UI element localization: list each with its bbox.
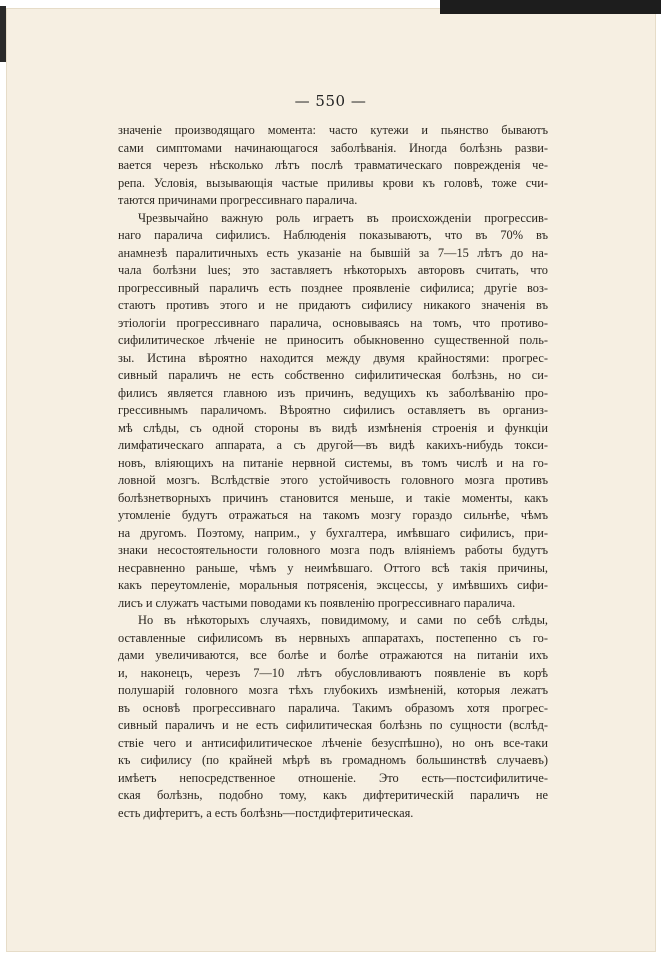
- text-line: лисъ и служатъ частыми поводами къ появленію прогрессивнаго паралича.: [118, 595, 516, 610]
- text-line: новъ, вліяющихъ на питаніе нервной системы, въ томъ числѣ и на го-: [118, 455, 548, 470]
- text-line: какъ переутомленіе, моральныя потрясенія, эксцессы, у имѣвшихъ сифи-: [118, 578, 548, 592]
- text-line: репа. Условія, вызывающія частые приливы крови къ головѣ, тоже счи-: [118, 175, 548, 190]
- text-line: знаки несостоятельности головного мозга подъ вліяніемъ работы будутъ: [118, 543, 548, 557]
- text-line: ловной мозгъ. Вслѣдствіе этого устойчивость головного мозга противъ: [118, 473, 548, 487]
- text-line: на другомъ. Поэтому, наприм., у бухгалтера, имѣвшаго сифилисъ, при-: [118, 525, 548, 540]
- scan-border-bar: [440, 0, 661, 14]
- text-line: Но въ нѣкоторыхъ случаяхъ, повидимому, и сами по себѣ слѣды,: [138, 613, 548, 627]
- text-line: сифилитическое лѣченіе не приноситъ обыкновенно существенной поль-: [118, 333, 548, 347]
- text-line: имѣетъ непосредственное отношеніе. Это есть—постсифилитиче-: [118, 770, 548, 785]
- text-line: дами увеличиваются, все болѣе и болѣе отражаются на питаніи ихъ: [118, 648, 548, 662]
- text-line: зы. Истина вѣроятно находится между двумя крайностями: прогрес-: [118, 350, 548, 365]
- body-text: [118, 122, 548, 822]
- text-line: вается черезъ нѣсколько лѣтъ послѣ травматическаго поврежденія че-: [118, 158, 548, 172]
- text-line: анамнезѣ паралитичныхъ есть указаніе на бывшій за 7—15 лѣтъ до на-: [118, 245, 548, 260]
- paragraph-1: [118, 122, 548, 210]
- text-line: въ основѣ прогрессивнаго паралича. Такимъ образомъ хотя прогрес-: [118, 700, 548, 715]
- text-line: лимфатическаго аппарата, а съ другой—въ видѣ какихъ-нибудь токси-: [118, 438, 548, 452]
- text-line: филисъ является главною изъ причинъ, ведущихъ къ заболѣванію про-: [118, 385, 548, 400]
- text-line: стаютъ противъ этого и не придаютъ сифилису никакого значенія въ: [118, 298, 548, 312]
- text-line: прогрессивный параличъ есть позднее проявленіе сифилиса; другіе воз-: [118, 280, 548, 295]
- scan-edge-mark: [0, 6, 6, 62]
- text-line: значеніе производящаго момента: часто кутежи и пьянство бываютъ: [118, 123, 548, 137]
- text-line: ствіе чего и антисифилитическое лѣченіе безуспѣшно), но онъ все-таки: [118, 735, 548, 750]
- text-line: оставленные сифилисомъ въ нервныхъ аппаратахъ, постепенно съ го-: [118, 630, 548, 645]
- text-line: сами симптомами начинающагося заболѣванія. Иногда болѣзнь разви-: [118, 140, 548, 155]
- text-line: таются причинами прогрессивнаго паралича.: [118, 193, 358, 207]
- text-line: и, наконецъ, черезъ 7—10 лѣтъ обусловливаютъ появленіе въ корѣ: [118, 665, 548, 680]
- text-line: сивный параличъ не есть собственно сифилитическая болѣзнь, но си-: [118, 368, 548, 382]
- text-line: наго паралича сифилисъ. Наблюденія показываютъ, что въ 70% въ: [118, 228, 548, 242]
- text-line: болѣзнетворныхъ причинъ становится меньше, и такіе моменты, какъ: [118, 490, 548, 505]
- text-line: мѣ слѣды, съ одной стороны въ видѣ измѣненія строенія и функціи: [118, 420, 548, 435]
- text-line: къ сифилису (по крайней мѣрѣ въ громадномъ большинствѣ случаевъ): [118, 753, 548, 767]
- paragraph-3: [118, 612, 548, 822]
- text-line: чала болѣзни lues; это заставляетъ нѣкоторыхъ авторовъ считать, что: [118, 263, 548, 277]
- text-line: есть дифтеритъ, а есть болѣзнь—постдифтеритическая.: [118, 805, 414, 820]
- text-line: грессивнымъ параличомъ. Вѣроятно сифилисъ оставляетъ въ организ-: [118, 403, 548, 417]
- text-line: ская болѣзнь, подобно тому, какъ дифтеритическій параличъ не: [118, 788, 548, 802]
- paragraph-2: [118, 210, 548, 613]
- text-line: Чрезвычайно важную роль играетъ въ происхожденіи прогрессив-: [138, 210, 548, 225]
- text-line: этіологіи прогрессивнаго паралича, основываясь на томъ, что противо-: [118, 315, 548, 330]
- page-number: — 550 —: [294, 92, 367, 110]
- text-line: сивный параличъ и не есть сифилитическая болѣзнь по сущности (вслѣд-: [118, 718, 548, 732]
- text-line: несравненно раньше, чѣмъ у неимѣвшаго. Оттого всѣ такія причины,: [118, 560, 548, 575]
- text-line: полушарій головного мозга тѣхъ глубокихъ измѣненій, которыя лежатъ: [118, 683, 548, 697]
- text-line: утомленіе будутъ отражаться на такомъ мозгу гораздо сильнѣе, чѣмъ: [118, 508, 548, 522]
